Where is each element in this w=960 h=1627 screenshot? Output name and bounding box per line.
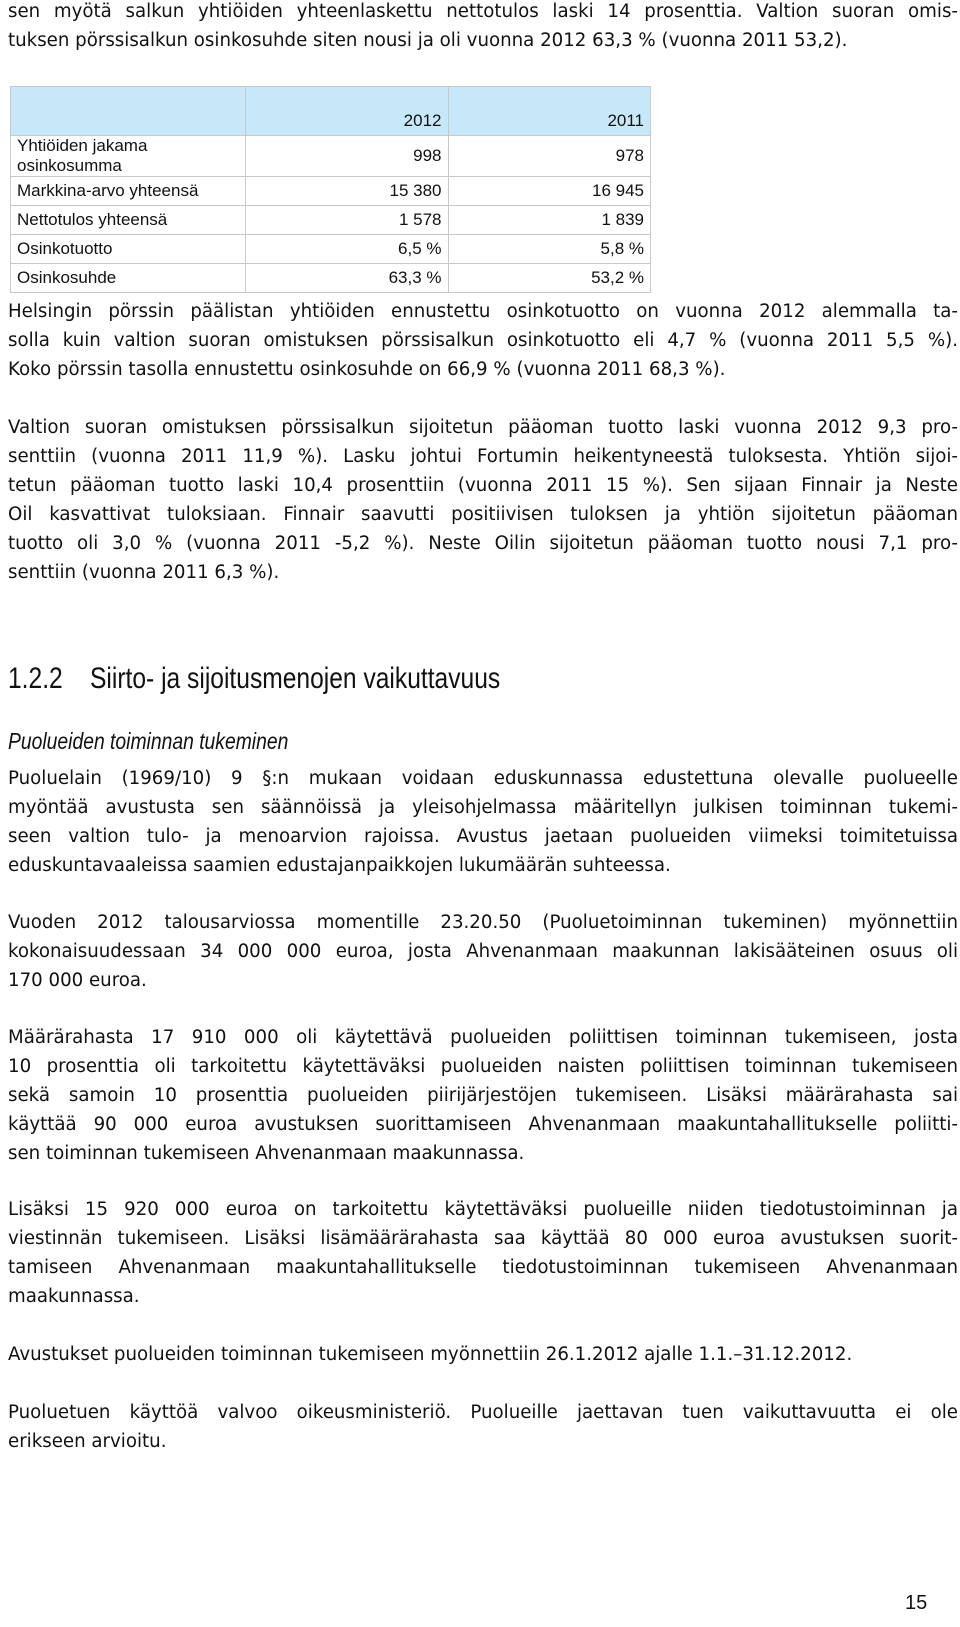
intro-paragraph (8, 0, 958, 55)
text-line: 10 prosenttia oli tarkoitettu käytettäväksi puolueiden naisten poliittisen toiminnan tukemiseen (8, 1056, 958, 1077)
text-line: Määrärahasta 17 910 000 oli käytettävä puolueiden poliittisen toiminnan tukemiseen, josta (8, 1027, 958, 1048)
table-header-row (11, 87, 651, 136)
text-line: senttiin (vuonna 2011 6,3 %). (8, 562, 280, 583)
dividend-table (10, 86, 651, 293)
table-header-cell: 2012 (246, 87, 449, 136)
value-2011: 1 839 (448, 206, 651, 235)
text-line: Avustukset puolueiden toiminnan tukemiseen myönnettiin 26.1.2012 ajalle 1.1.–31.12.2012. (8, 1344, 853, 1365)
value-2011: 16 945 (448, 177, 651, 206)
body-paragraph (8, 1398, 958, 1456)
value-2012: 15 380 (246, 177, 449, 206)
table-row (11, 235, 651, 264)
body-paragraph (8, 413, 958, 587)
body-paragraph (8, 1195, 958, 1311)
text-line: Puoluetuen käyttöä valvoo oikeusministeriö. Puolueille jaettavan tuen vaikuttavuutta ei ole (8, 1402, 958, 1423)
row-label: Yhtiöiden jakama osinkosumma (11, 136, 246, 177)
value-2011: 978 (448, 136, 651, 177)
text-line: tuotto oli 3,0 % (vuonna 2011 -5,2 %). Neste Oilin sijoitetun pääoman tuotto nousi 7,1 pro- (8, 533, 958, 554)
section-number: 1.2.2 (8, 662, 63, 695)
text-line: tetun pääoman tuotto laski 10,4 prosenttiin (vuonna 2011 15 %). Sen sijaan Finnair ja Neste (8, 475, 958, 496)
table-header-cell (11, 87, 246, 136)
row-label: Markkina-arvo yhteensä (11, 177, 246, 206)
body-paragraph (8, 297, 958, 384)
value-2012: 998 (246, 136, 449, 177)
text-line: sen myötä salkun yhtiöiden yhteenlaskettu nettotulos laski 14 prosenttia. Valtion suoran omis- (8, 1, 958, 22)
text-line: Vuoden 2012 talousarviossa momentille 23.20.50 (Puoluetoiminnan tukeminen) myönnettiin (8, 912, 958, 933)
subheading: Puolueiden toiminnan tukeminen (8, 728, 289, 754)
text-line: myöntää avustusta sen säännöissä ja yleisohjelmassa määritellyn julkisen toiminnan tukemi- (8, 797, 958, 818)
section-heading (8, 662, 500, 696)
row-label: Nettotulos yhteensä (11, 206, 246, 235)
text-line: seen valtion tulo- ja menoarvion rajoissa. Avustus jaetaan puolueiden viimeksi toimitetuissa (8, 826, 958, 847)
text-line: Oil kasvattivat tuloksiaan. Finnair saavutti positiivisen tuloksen ja yhtiön sijoitetun pääoman (8, 504, 958, 525)
value-2011: 53,2 % (448, 264, 651, 293)
page-number: 15 (905, 1592, 928, 1614)
body-paragraph (8, 1340, 958, 1369)
body-paragraph (8, 764, 958, 880)
section-title: Siirto- ja sijoitusmenojen vaikuttavuus (90, 662, 501, 695)
body-paragraph (8, 1023, 958, 1168)
text-line: sen toiminnan tukemiseen Ahvenanmaan maakunnassa. (8, 1143, 525, 1164)
body-paragraph (8, 908, 958, 995)
text-line: sekä samoin 10 prosenttia puolueiden piirijärjestöjen tukemiseen. Lisäksi määrärahasta sai (8, 1085, 958, 1106)
text-line: Helsingin pörssin päälistan yhtiöiden ennustettu osinkotuotto on vuonna 2012 alemmalla ta- (8, 301, 958, 322)
value-2012: 6,5 % (246, 235, 449, 264)
text-line: Valtion suoran omistuksen pörssisalkun sijoitetun pääoman tuotto laski vuonna 2012 9,3 pro- (8, 417, 958, 438)
value-2012: 1 578 (246, 206, 449, 235)
text-line: maakunnassa. (8, 1286, 140, 1307)
text-line: Koko pörssin tasolla ennustettu osinkosuhde on 66,9 % (vuonna 2011 68,3 %). (8, 359, 726, 380)
table-header-cell: 2011 (448, 87, 651, 136)
text-line: tuksen pörssisalkun osinkosuhde siten nousi ja oli vuonna 2012 63,3 % (vuonna 2011 53,2). (8, 30, 848, 51)
value-2012: 63,3 % (246, 264, 449, 293)
text-line: viestinnän tukemiseen. Lisäksi lisämäärärahasta saa käyttää 80 000 euroa avustuksen suorit- (8, 1228, 958, 1249)
text-line: Puoluelain (1969/10) 9 §:n mukaan voidaan eduskunnassa edustettuna olevalle puolueelle (8, 768, 958, 789)
row-label: Osinkotuotto (11, 235, 246, 264)
table-row (11, 264, 651, 293)
text-line: tamiseen Ahvenanmaan maakuntahallitukselle tiedotustoiminnan tukemiseen Ahvenanmaan (8, 1257, 958, 1278)
text-line: senttiin (vuonna 2011 11,9 %). Lasku johtui Fortumin heikentyneestä tuloksesta. Yhtiön sijoi- (8, 446, 958, 467)
text-line: kokonaisuudessaan 34 000 000 euroa, josta Ahvenanmaan maakunnan lakisääteinen osuus oli (8, 941, 958, 962)
row-label: Osinkosuhde (11, 264, 246, 293)
text-line: 170 000 euroa. (8, 970, 147, 991)
table-row (11, 177, 651, 206)
text-line: solla kuin valtion suoran omistuksen pörssisalkun osinkotuotto eli 4,7 % (vuonna 2011 5,5 %). (8, 330, 958, 351)
text-line: eduskuntavaaleissa saamien edustajanpaikkojen lukumäärän suhteessa. (8, 855, 671, 876)
value-2011: 5,8 % (448, 235, 651, 264)
table-row (11, 206, 651, 235)
text-line: käyttää 90 000 euroa avustuksen suorittamiseen Ahvenanmaan maakuntahallitukselle poliitti- (8, 1114, 958, 1135)
text-line: Lisäksi 15 920 000 euroa on tarkoitettu käytettäväksi puolueille niiden tiedotustoiminnan ja (8, 1199, 958, 1220)
text-line: erikseen arvioitu. (8, 1431, 167, 1452)
table-row (11, 136, 651, 177)
